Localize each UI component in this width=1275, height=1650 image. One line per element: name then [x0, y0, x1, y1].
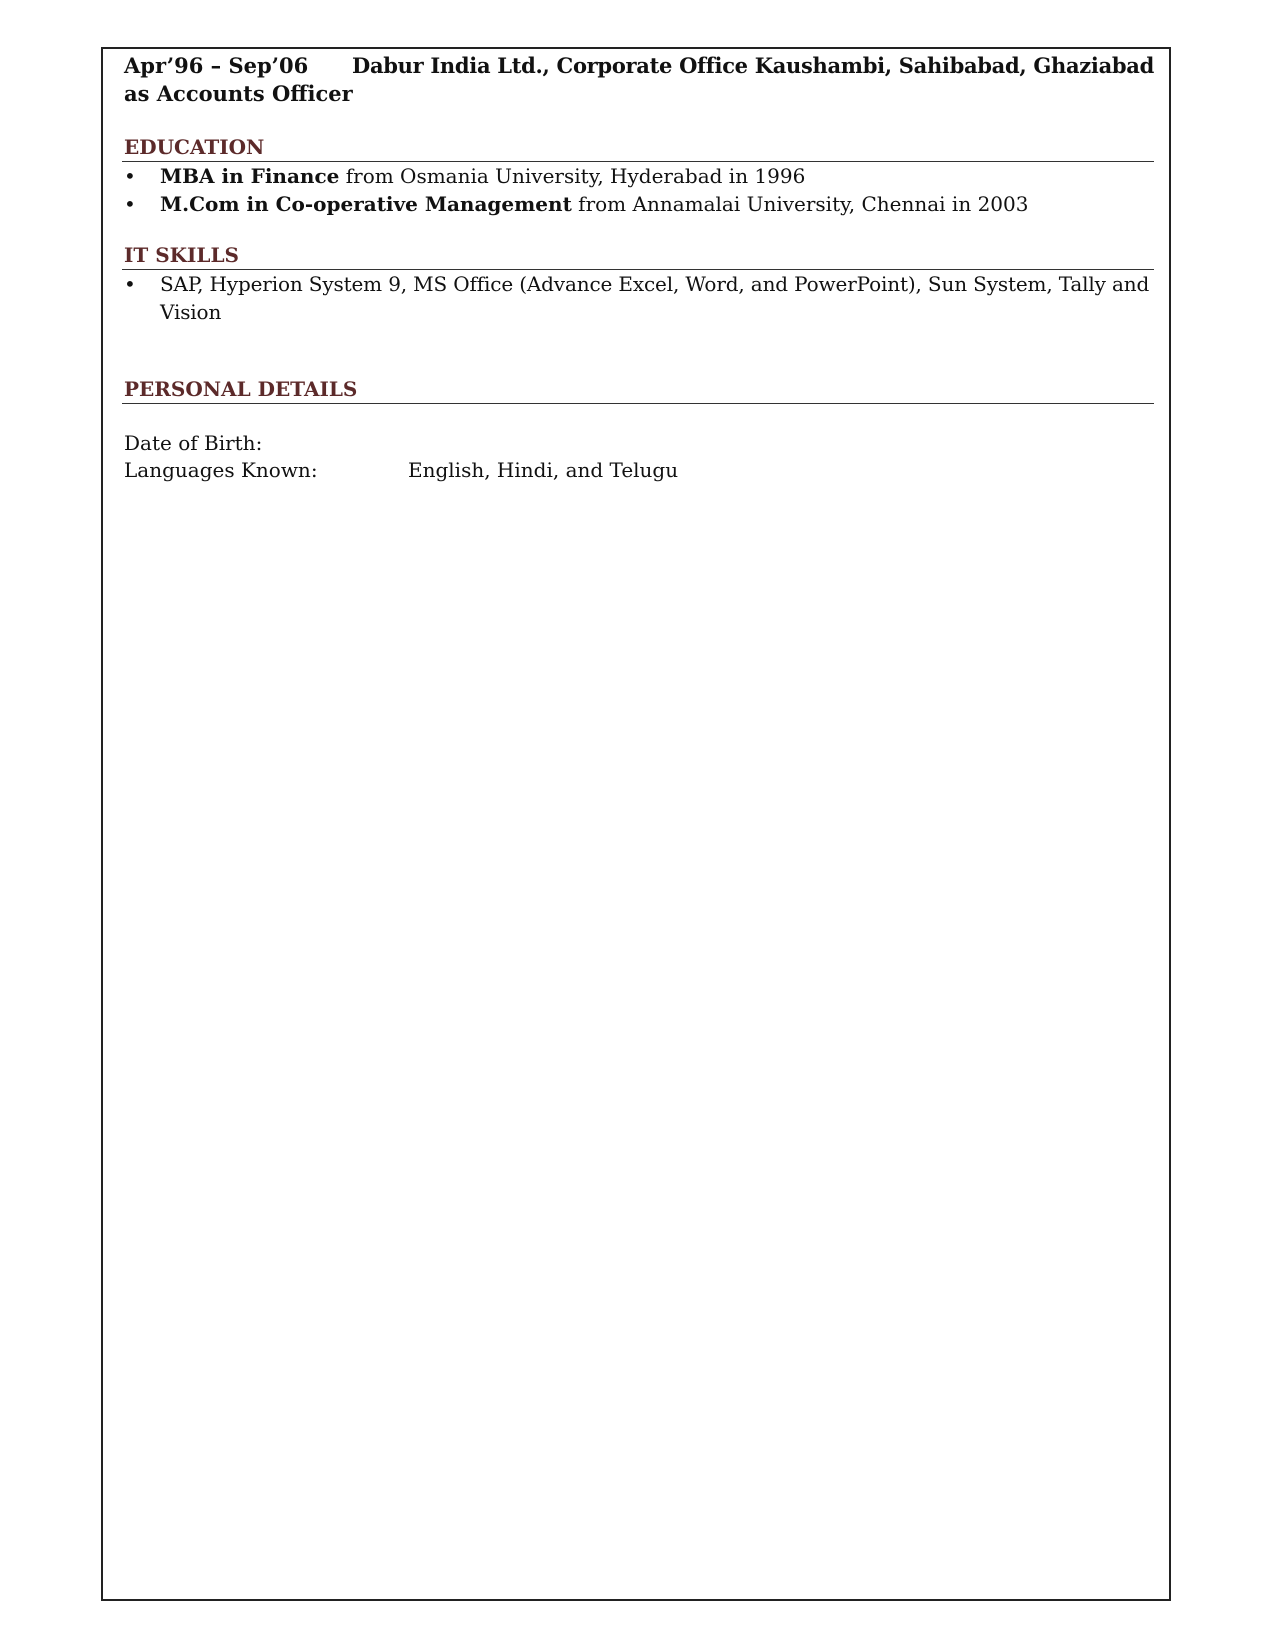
bullet-icon: •: [124, 164, 136, 188]
languages-value: English, Hindi, and Telugu: [408, 458, 679, 482]
experience-entry-header: [124, 52, 1154, 80]
it-skills-item: [124, 270, 1154, 326]
education-item: [124, 162, 1154, 190]
personal-details-list: [124, 430, 1154, 484]
dob-label: Date of Birth:: [124, 431, 263, 455]
education-detail: from Annamalai University, Chennai in 2003: [571, 192, 1029, 216]
education-heading: EDUCATION: [122, 134, 1154, 162]
experience-role: as Accounts Officer: [124, 81, 353, 106]
resume-page-content: [124, 52, 1154, 484]
bullet-icon: •: [124, 192, 136, 216]
experience-company: Dabur India Ltd., Corporate Office Kaushambi, Sahibabad, Ghaziabad: [352, 53, 1154, 78]
personal-row-languages: [124, 457, 1154, 484]
it-skills-list: [124, 270, 1154, 326]
it-skills-text: SAP, Hyperion System 9, MS Office (Advance Excel, Word, and PowerPoint), Sun System, Tally and Vision: [160, 272, 1150, 324]
education-list: [124, 162, 1154, 218]
education-degree: MBA in Finance: [160, 164, 340, 188]
languages-label: Languages Known:: [124, 458, 318, 482]
education-degree: M.Com in Co-operative Management: [160, 192, 572, 216]
personal-row-dob: [124, 430, 1154, 457]
education-detail: from Osmania University, Hyderabad in 1996: [339, 164, 806, 188]
personal-details-heading: PERSONAL DETAILS: [122, 376, 1154, 404]
experience-period: Apr’96 – Sep’06: [124, 53, 309, 78]
education-item: [124, 190, 1154, 218]
bullet-icon: •: [124, 272, 136, 296]
it-skills-heading: IT SKILLS: [122, 242, 1154, 270]
